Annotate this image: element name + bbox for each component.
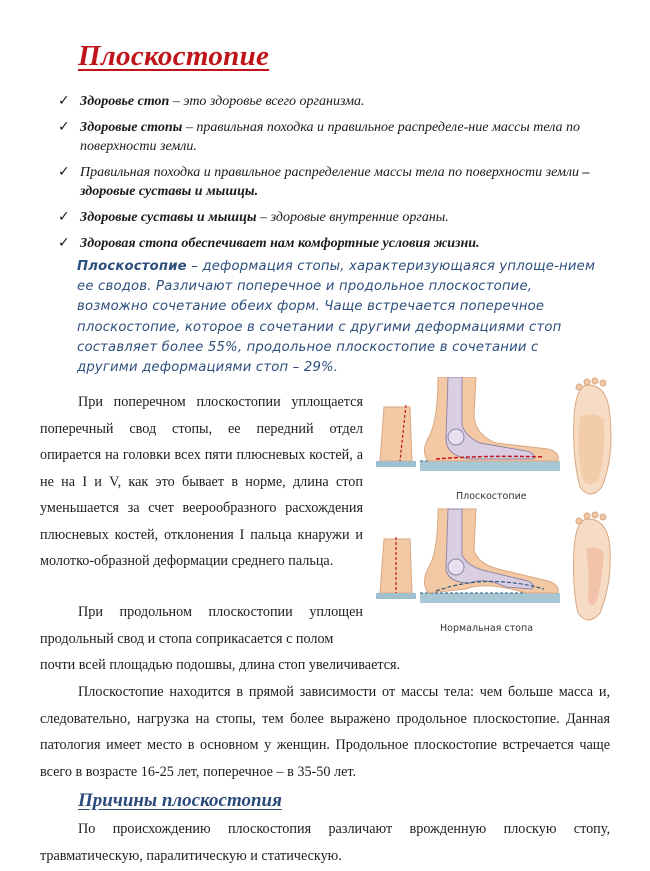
flat-foot-front-view (376, 405, 416, 467)
benefits-list (58, 92, 628, 260)
causes-paragraph: По происхождению плоскостопия различают врожденную плоскую стопу, травматическую, паралитическую и статическую. (40, 821, 610, 864)
list-item-text: – это здоровье всего организма. (169, 94, 365, 109)
list-item-text: – здоровые внутренние органы. (256, 210, 449, 225)
foot-diagram-svg (376, 377, 626, 647)
definition-paragraph (77, 257, 597, 378)
caption-normal-foot: Нормальная стопа (440, 623, 534, 634)
list-item-text: – правильная походка и правильное распределе-ние массы тела по поверхности земли. (80, 120, 581, 154)
list-item (58, 163, 628, 201)
flat-foot-side-view (420, 377, 560, 471)
body-mass-paragraph: Плоскостопие находится в прямой зависимости от массы тела: чем больше масса и, следовательно, нагрузка на стопы, тем более выражено продольное плоскостопие. Данная патология имеет место в основном у женщин. Продольное плоскостопие встречается чаще всего в возрасте 16-25 лет, поперечное – в 35-50 лет. (40, 684, 610, 780)
list-item-bold: Здоровые суставы и мышцы (80, 210, 257, 225)
checkmark-icon: ✓ (58, 235, 70, 251)
definition-term: Плоскостопие (77, 259, 187, 274)
list-item-bold: – здоровые суставы и мышцы. (80, 165, 590, 199)
checkmark-icon: ✓ (58, 119, 70, 135)
checkmark-icon: ✓ (58, 93, 70, 109)
page-title: Плоскостопие (78, 40, 270, 72)
list-item (58, 92, 628, 111)
flat-footprint (574, 378, 611, 494)
checkmark-icon: ✓ (58, 164, 70, 180)
normal-foot-front-view (376, 537, 416, 599)
list-item-text: Правильная походка и правильное распределение массы тела по поверхности земли (80, 165, 583, 180)
normal-footprint (574, 512, 611, 620)
list-item (58, 118, 628, 156)
list-item-bold: Здоровые стопы (80, 120, 183, 135)
causes-heading: Причины плоскостопия (78, 790, 282, 811)
caption-flat-foot: Плоскостопие (456, 491, 527, 502)
longitudinal-paragraph-start: При продольном плоскостопии уплощен продольный свод и стопа соприкасается с полом (40, 604, 363, 647)
list-item-bold: Здоровье стоп (80, 94, 170, 109)
list-item-bold: Здоровая стопа обеспечивает нам комфортные условия жизни. (80, 236, 480, 251)
normal-foot-side-view (420, 509, 560, 603)
foot-illustration (376, 377, 626, 647)
longitudinal-paragraph-end: почти всей площадью подошвы, длина стоп увеличивается. (40, 657, 401, 673)
list-item (58, 234, 628, 253)
transverse-paragraph: При поперечном плоскостопии уплощается поперечный свод стопы, ее передний отдел опирается на головки всех пяти плюсневых костей, а не на I и V, как это бывает в норме, длина стоп уменьшается за счет веерообразного расхождения плюсневых костей, отклонения I пальца кнаружи и молотко-образной деформации среднего пальца. (40, 394, 363, 569)
list-item (58, 208, 628, 227)
checkmark-icon: ✓ (58, 209, 70, 225)
definition-text: – деформация стопы, характеризующаяся уплоще-нием ее сводов. Различают поперечное и продольное плоскостопие, возможно сочетание обеих форм. Чаще встречается поперечное плоскостопие, которое в сочетании с другими деформациями стоп составляет более 55%, продольное плоскостопие в сочетании с другими деформациями стоп – 29%. (77, 259, 596, 376)
